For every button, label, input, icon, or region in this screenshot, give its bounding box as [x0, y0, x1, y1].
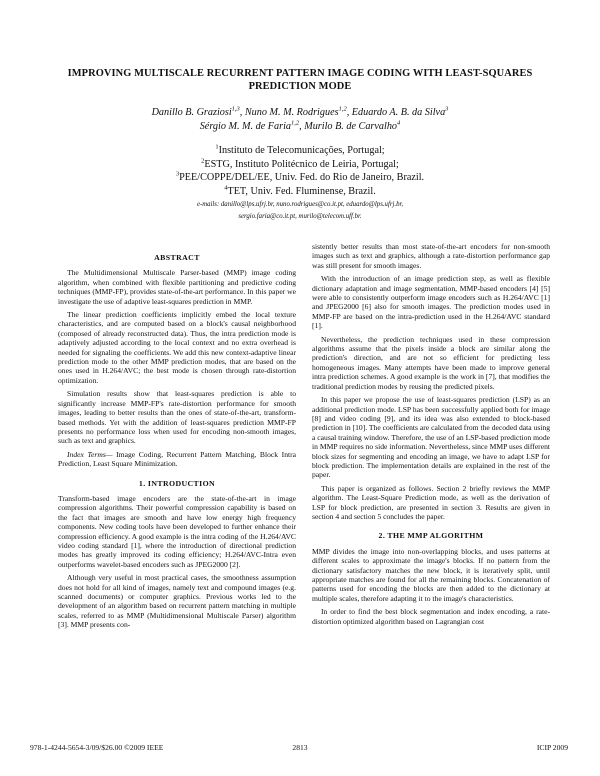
intro-paragraph: Although very useful in most practical cases, the smoothness assumption does not hold for all kind of images, namely text and compound images (e.g. scanned documents) or computer graphics. Previous works led to the development of an algorithm based on recurrent pattern matching in multiple scales, referred to as MMP (Multidimensional Multiscale Parser) algorithm [3]. MMP presents con-	[58, 573, 296, 630]
body-paragraph: MMP divides the image into non-overlapping blocks, and uses patterns at different scales to approximate the image's blocks. If no pattern from the dictionary satisfactory matches the new block, it is iteratively split, until appropriate matches are found for all the remaining blocks. Concatenation of patterns used for encoding the blocks are then added to the dictionary at multiple scales, therefore adapting it to the image's characteristics.	[312, 546, 550, 603]
author-affiliation-marker: 1,3	[231, 105, 240, 113]
body-paragraph: sistently better results than most state-of-the-art encoders for non-smooth images such as text and graphics, although a rate-distortion performance gap was still present for smooth images.	[312, 242, 550, 270]
affiliation-text: TET, Univ. Fed. Fluminense, Brazil.	[227, 185, 376, 197]
email-line-1: e-mails: danillo@lps.ufrj.br, nuno.rodrigues@co.it.pt, eduardo@lps.ufrj.br,	[196, 201, 404, 208]
right-column	[312, 242, 550, 630]
footer-copyright: 978-1-4244-5654-3/09/$26.00 ©2009 IEEE	[30, 743, 164, 752]
author-line-2: Sérgio M. M. de Faria$^{1,2}$, Murilo B. de Carvalho$^4$	[199, 119, 401, 132]
index-terms	[58, 450, 296, 469]
introduction-heading: 1. INTRODUCTION	[138, 478, 216, 488]
footer-conference: ICIP 2009	[536, 743, 568, 752]
author-name: Sérgio M. M. de Faria	[199, 121, 291, 132]
body-paragraph: This paper is organized as follows. Section 2 briefly reviews the MMP algorithm. The Least-Square Prediction mode, as well as the derivation of LSP for block prediction, are presented in section 3. Results are given in section 4 and section 5 concludes the paper.	[312, 483, 550, 521]
affiliation-marker: 2	[201, 157, 205, 165]
affiliation-marker: 4	[224, 184, 228, 192]
author-line-1: Danillo B. Graziosi$^{1,3}$, Nuno M. M. Rodrigues$^{1,2}$, Eduardo A. B. da Silva$^3$	[151, 105, 449, 118]
abstract-heading: ABSTRACT	[154, 253, 200, 262]
body-paragraph: In this paper we propose the use of least-squares prediction (LSP) as an additional prediction mode. LSP has been successfully applied both for image [8] and video coding [9], and its idea was also extended to block-based prediction in [10]. The coefficients are calculated from the decoded data using a causal training window. Therefore, the use of an LSP-based prediction mode in MMP requires no side information. Nevertheless, since MMP uses different block sizes for segmenting and encoding an image, we have to adapt LSP for block prediction. The implementation details are explained in the rest of the paper.	[312, 395, 550, 480]
author-name: Danillo B. Graziosi	[151, 107, 232, 118]
intro-paragraph: Transform-based image encoders are the state-of-the-art in image compression algorithms. Their powerful compression capability is based on the fact that images are smooth and have low energy high frequency components. New coding tools have been developed to further enhance their compression efficiency. A good example is the intra coding of the H.264/AVC video coding standard [1], where the introduction of directional prediction modes has greatly improved its coding efficiency; H.264/AVC-Intra even outperforms wavelet-based encoders such as JPEG2000 [2].	[58, 493, 296, 569]
affiliation-text: Instituto de Telecomunicações, Portugal;	[218, 145, 385, 156]
abstract-paragraph: Simulation results show that least-squares prediction is able to significantly increase MMP-FP's rate-distortion performance for smooth images, leading to better results than the ones of state-of-the-art, transform-based methods. Yet with the addition of least-squares prediction MMP-FP presents no performance loss when used for encoding non-smooth images, such as text and graphics.	[58, 389, 296, 446]
mmp-section-body	[312, 547, 550, 626]
author-affiliation-marker: 4	[397, 119, 401, 127]
email-list	[60, 199, 540, 223]
affiliation-line	[60, 171, 540, 185]
index-terms-text: Image Coding, Recurrent Pattern Matching, Block Intra Prediction, Least Square Minimization.	[58, 449, 296, 469]
body-paragraph: In order to find the best block segmentation and index encoding, a rate-distortion optimized algorithm based on Lagrangian cost	[312, 607, 550, 626]
affiliation-marker: 1	[215, 143, 219, 151]
mmp-algorithm-heading: 2. THE MMP ALGORITHM	[378, 531, 484, 541]
affiliation-line	[60, 185, 540, 199]
paper-title: IMPROVING MULTISCALE RECURRENT PATTERN IMAGE CODING WITH LEAST-SQUARES PREDICTION MODE	[67, 68, 533, 92]
author-name: Nuno M. M. Rodrigues	[244, 107, 339, 118]
affiliation-list	[60, 144, 540, 198]
body-paragraph: Nevertheless, the prediction techniques used in these compression algorithms assume that the pixels inside a block are similar along the prediction's direction, and are not so efficient for predicting less homogeneous images. Many attempts have been made to improve general intra prediction schemes. A good example is the work in [7], that modifies the traditional prediction modes by reusing the predicted pixels.	[312, 334, 550, 391]
author-affiliation-marker: 3	[445, 105, 449, 113]
author-affiliation-marker: 1,2	[291, 119, 300, 127]
author-list	[40, 106, 560, 134]
left-column	[58, 247, 296, 634]
author-name: Eduardo A. B. da Silva	[351, 107, 446, 118]
affiliation-line	[60, 158, 540, 172]
email-line-2: sergio.faria@co.it.pt, murilo@telecom.uff.br.	[238, 213, 362, 220]
affiliation-text: PEE/COPPE/DEL/EE, Univ. Fed. do Rio de Janeiro, Brazil.	[179, 172, 425, 184]
index-terms-label: Index Terms—	[67, 449, 113, 459]
affiliation-text: ESTG, Instituto Politécnico de Leiria, Portugal;	[204, 158, 399, 170]
abstract-paragraph: The linear prediction coefficients implicitly embed the local texture characteristics, and are computed based on a block's causal neighborhood (composed of already reconstructed data). Thus, the intra prediction mode is adaptively adjusted according to the local context and no extra overhead is needed for signaling the coefficients. We add this new context-adaptive linear prediction mode to the other MMP prediction modes, that are based on the ones used in H.264/AVC; the best mode is chosen through rate-distortion optimization.	[58, 310, 296, 385]
affiliation-marker: 3	[175, 170, 180, 178]
author-affiliation-marker: 1,2	[338, 105, 347, 113]
body-paragraph: With the introduction of an image prediction step, as well as flexible dictionary adaptation and image segmentation, MMP-based encoders [4] [5] were able to consistently outperform image encoders such as H.264/AVC [1] and JPEG2000 [6] also for smooth images. The prediction modes used in MMP-FP are based on the intra-prediction used in the H.264/AVC standard [1].	[312, 274, 550, 331]
author-name: Murilo B. de Carvalho	[304, 121, 398, 132]
footer-page-number: 2813	[292, 743, 308, 752]
affiliation-line	[60, 144, 540, 158]
abstract-paragraph: The Multidimensional Multiscale Parser-based (MMP) image coding algorithm, when combined with flexible partitioning and predictive coding techniques (MMP-FP), provides state-of-the-art performance. In this paper we investigate the use of adaptive least-squares prediction in MMP.	[58, 268, 296, 306]
right-column-intro-continued	[312, 242, 550, 521]
